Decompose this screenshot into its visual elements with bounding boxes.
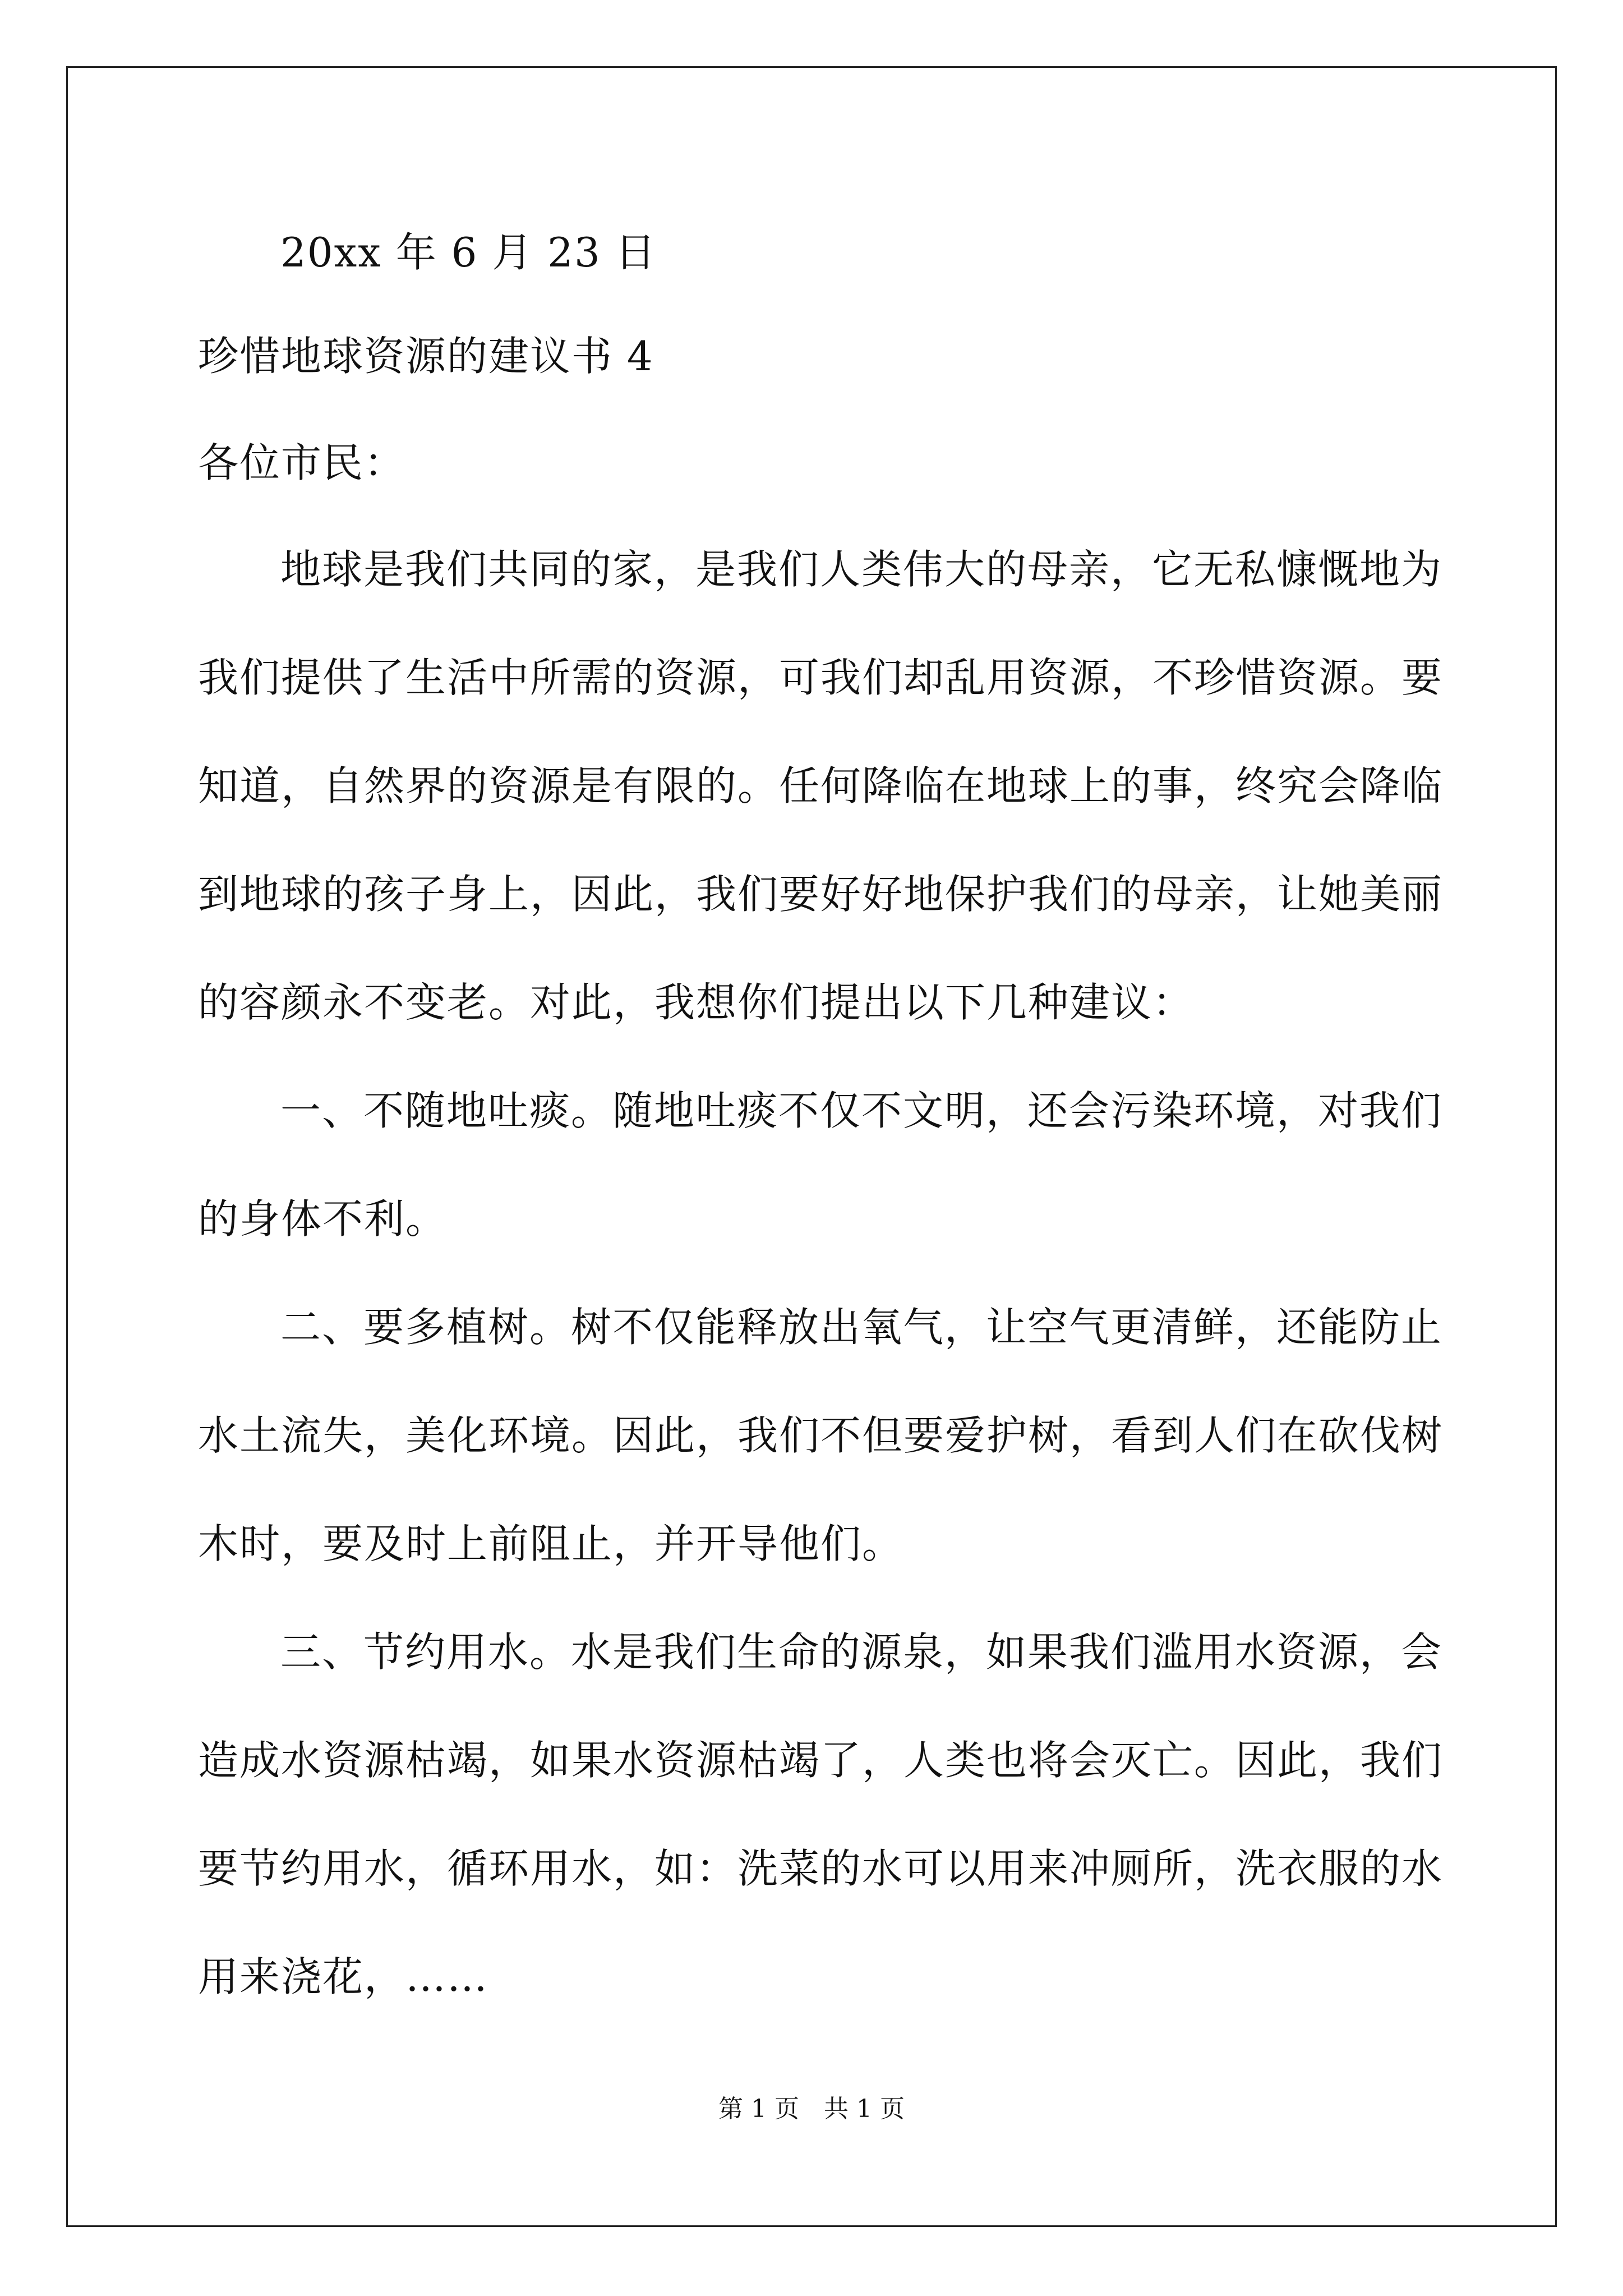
body-line: 二、要多植树。树不仅能释放出氧气，让空气更清鲜，还能防止 (280, 1304, 1443, 1351)
body-line: 造成水资源枯竭，如果水资源枯竭了，人类也将会灭亡。因此，我们 (198, 1737, 1444, 1784)
body-line: 到地球的孩子身上，因此，我们要好好地保护我们的母亲，让她美丽 (198, 871, 1444, 918)
page-border (66, 66, 1557, 2227)
body-line: 一、不随地吐痰。随地吐痰不仅不文明，还会污染环境，对我们 (280, 1087, 1443, 1134)
body-line: 木时，要及时上前阻止，并开导他们。 (198, 1520, 904, 1567)
body-line: 地球是我们共同的家，是我们人类伟大的母亲，它无私慷慨地为 (280, 546, 1443, 593)
body-line: 水土流失，美化环境。因此，我们不但要爱护树，看到人们在砍伐树 (198, 1412, 1444, 1459)
body-line: 我们提供了生活中所需的资源，可我们却乱用资源，不珍惜资源。要 (198, 654, 1444, 701)
body-line: 知道，自然界的资源是有限的。任何降临在地球上的事，终究会降临 (198, 762, 1444, 809)
document-date: 20xx 年 6 月 23 日 (280, 229, 657, 276)
page-footer: 第 1 页 共 1 页 (718, 2095, 905, 2123)
body-line: 三、节约用水。水是我们生命的源泉，如果我们滥用水资源，会 (280, 1628, 1443, 1676)
body-line: 用来浇花，…… (198, 1953, 489, 2000)
body-line: 要节约用水，循环用水，如：洗菜的水可以用来冲厕所，洗衣服的水 (198, 1845, 1444, 1892)
salutation: 各位市民： (198, 439, 406, 486)
body-line: 的容颜永不变老。对此，我想你们提出以下几种建议： (198, 979, 1195, 1026)
body-line: 的身体不利。 (198, 1195, 448, 1243)
document-title: 珍惜地球资源的建议书 4 (198, 333, 654, 380)
